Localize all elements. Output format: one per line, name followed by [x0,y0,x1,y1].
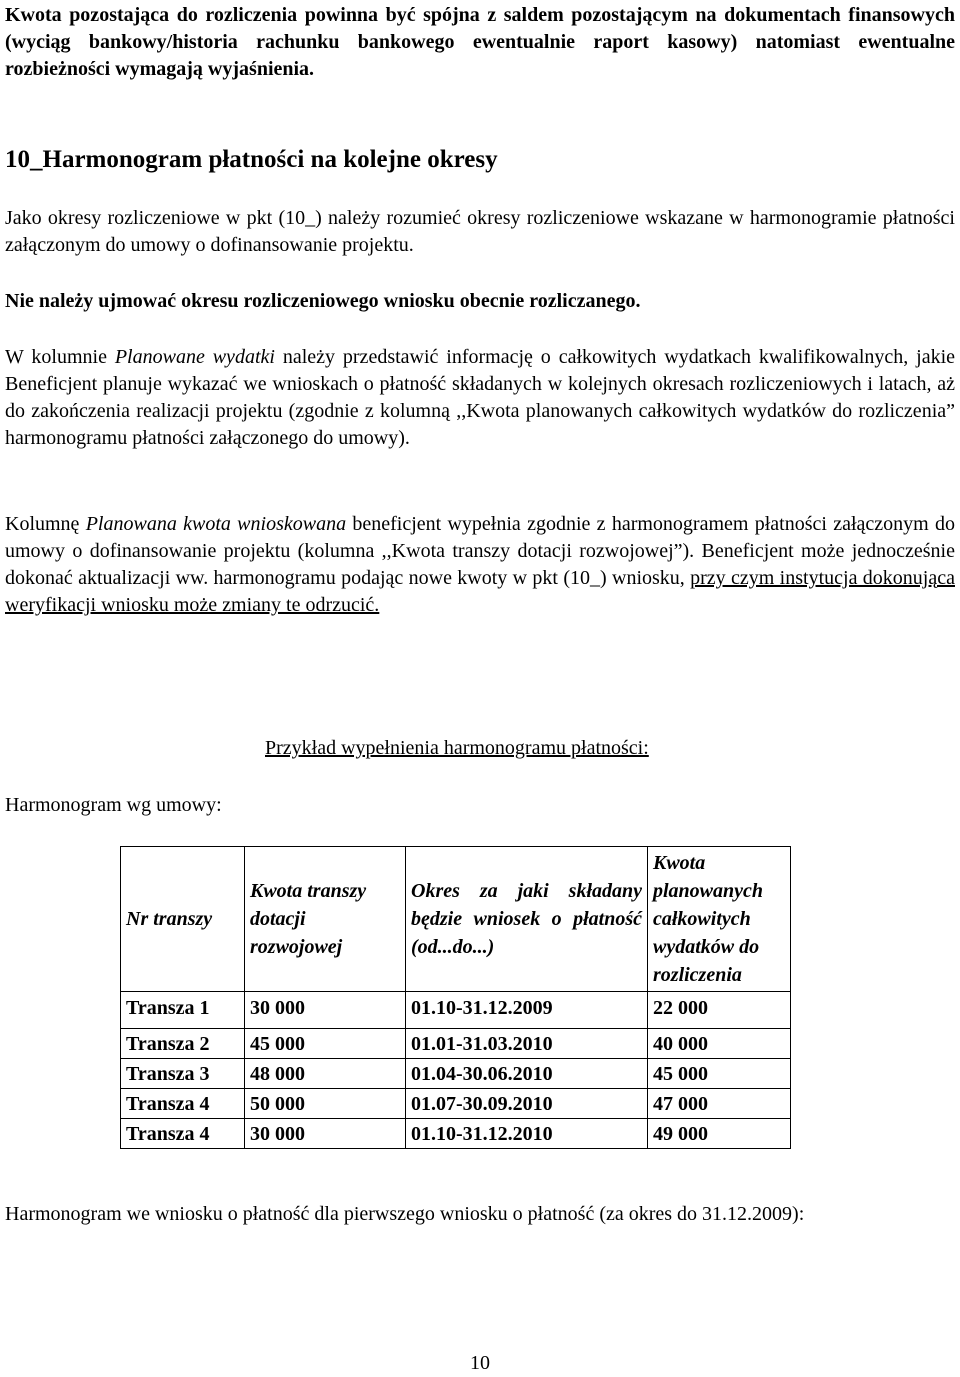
cell-tranche: Transza 1 [121,992,245,1029]
cell-amount: 30 000 [245,992,406,1029]
planned-expenses-paragraph [5,344,955,452]
cell-tranche: Transza 3 [121,1059,245,1089]
header-period: Okres za jaki składany będzie wniosek o płatność (od...do...) [406,847,648,992]
example-title: Przykład wypełnienia harmonogramu płatności: [265,737,649,759]
cell-planned: 22 000 [648,992,791,1029]
header-tranche-amount: Kwota transzy dotacji rozwojowej [245,847,406,992]
cell-tranche: Transza 2 [121,1029,245,1059]
table-row [121,1029,791,1059]
table-row [121,1119,791,1149]
bold-note: Nie należy ujmować okresu rozliczeniowego wniosku obecnie rozliczanego. [5,290,641,312]
cell-period: 01.10-31.12.2009 [406,992,648,1029]
para3-italic-term: Planowana kwota wnioskowana [85,513,347,535]
cell-tranche: Transza 4 [121,1119,245,1149]
cell-period: 01.10-31.12.2010 [406,1119,648,1149]
cell-tranche: Transza 4 [121,1089,245,1119]
cell-planned: 49 000 [648,1119,791,1149]
payment-schedule-table [120,846,791,1149]
table-row [121,1089,791,1119]
intro-paragraph: Kwota pozostająca do rozliczenia powinna być spójna z saldem pozostającym na dokumentach finansowych (wyciąg bankowy/historia rachunku bankowego ewentualnie raport kasowy) natomiast ewentualne rozbieżności wymagają wyjaśnienia. [5,4,955,80]
para3-underlined: przy czym instytucja dokonująca weryfikacji wniosku może zmiany te odrzucić. [5,567,955,616]
para2-italic-term: Planowane wydatki [114,346,275,368]
cell-planned: 40 000 [648,1029,791,1059]
cell-period: 01.01-31.03.2010 [406,1029,648,1059]
requested-amount-paragraph [5,511,955,619]
table-header-row [121,847,791,992]
page-number: 10 [470,1352,490,1374]
settlement-periods-paragraph: Jako okresy rozliczeniowe w pkt (10_) należy rozumieć okresy rozliczeniowe wskazane w harmonogramie płatności załączonym do umowy o dofinansowanie projektu. [5,207,955,256]
table-row [121,1059,791,1089]
header-planned-expenses: Kwota planowanych całkowitych wydatków do rozliczenia [648,847,791,992]
cell-amount: 48 000 [245,1059,406,1089]
para3-before: Kolumnę [5,513,86,535]
contract-schedule-label: Harmonogram wg umowy: [5,794,222,816]
cell-planned: 45 000 [648,1059,791,1089]
header-tranche-number: Nr transzy [121,847,245,992]
cell-period: 01.04-30.06.2010 [406,1059,648,1089]
para2-after: należy przedstawić informację o całkowitych wydatkach kwalifikowalnych, jakie Beneficjent planuje wykazać we wnioskach o płatność składanych w kolejnych okresach rozliczeniowych i latach, aż do zakończenia realizacji projektu (zgodnie z kolumną ,,Kwota planowanych całkowitych wydatków do rozliczenia” harmonogramu płatności załączonego do umowy). [5,346,956,449]
para3-middle: beneficjent wypełnia zgodnie z harmonogramem płatności załączonym do umowy o dofinansowanie projektu (kolumna ,,Kwota transzy dotacji rozwojowej”). Beneficjent może jednocześnie dokonać aktualizacji ww. harmonogramu podając nowe kwoty w pkt (10_) wniosku, [5,513,955,589]
cell-amount: 45 000 [245,1029,406,1059]
cell-planned: 47 000 [648,1089,791,1119]
document-page [5,0,955,1372]
para2-before: W kolumnie [5,346,115,368]
closing-paragraph: Harmonogram we wniosku o płatność dla pierwszego wniosku o płatność (za okres do 31.12.2009): [5,1203,805,1225]
cell-amount: 30 000 [245,1119,406,1149]
cell-amount: 50 000 [245,1089,406,1119]
cell-period: 01.07-30.09.2010 [406,1089,648,1119]
section-heading: 10_Harmonogram płatności na kolejne okresy [5,146,498,173]
table-row [121,992,791,1029]
